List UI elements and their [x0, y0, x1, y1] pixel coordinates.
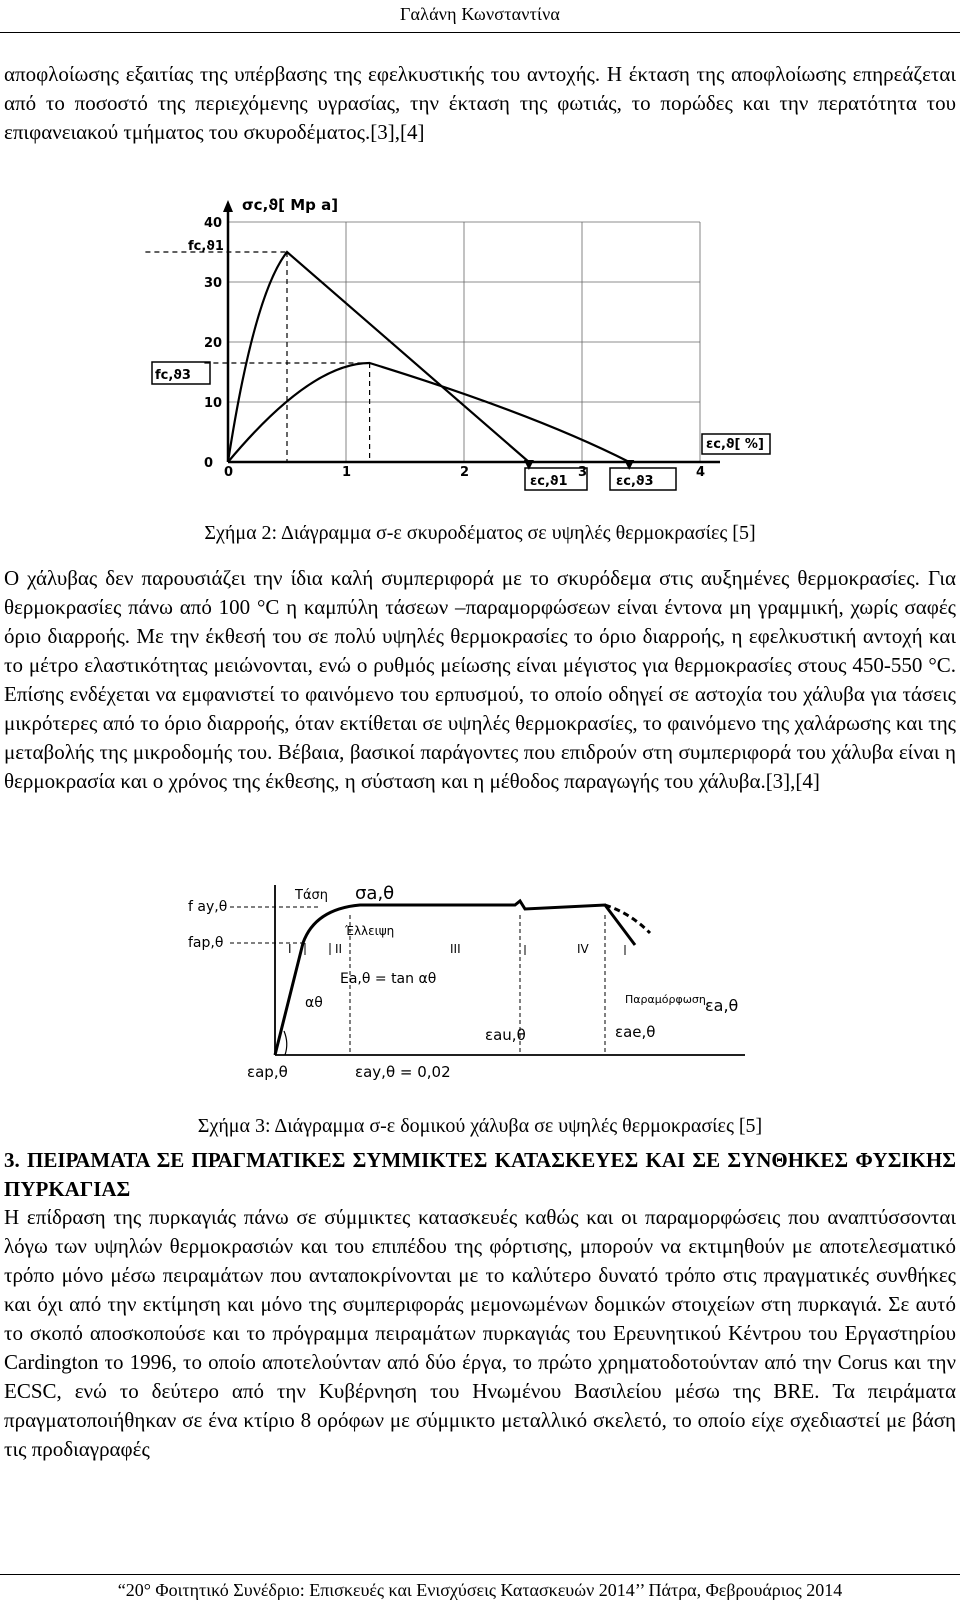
region-4-label: IV: [577, 942, 589, 956]
page-footer: “20° Φοιτητικό Συνέδριο: Επισκευές και Ενισχύσεις Κατασκευών 2014’’ Πάτρα, Φεβρουάριος 2014: [117, 1580, 843, 1600]
fp-label: fap,θ: [188, 935, 224, 951]
eae-label: εae,θ: [615, 1023, 656, 1041]
x-tick-label: 0: [224, 465, 234, 480]
region-3-label: III: [450, 942, 461, 956]
y-tick-label: 40: [204, 216, 223, 231]
section-heading: 3. ΠΕΙΡΑΜΑΤΑ ΣΕ ΠΡΑΓΜΑΤΙΚΕΣ ΣΥΜΜΙΚΤΕΣ ΚΑΤΑΣΚΕΥΕΣ ΚΑΙ ΣΕ ΣΥΝΘΗΚΕΣ ΦΥΣΙΚΗΣ ΠΥΡΚΑΓΙΑΣ: [4, 1148, 956, 1201]
fc3-label: fc,ϑ3: [155, 368, 191, 383]
ec3-label: εc,ϑ3: [616, 474, 654, 489]
alpha-label: αθ: [305, 995, 323, 1011]
figure1-caption: Σχήμα 2: Διάγραμμα σ-ε σκυροδέματος σε υψηλές θερμοκρασίες [5]: [204, 522, 756, 544]
modulus-label: Ea,θ = tan αθ: [340, 971, 437, 987]
y-tick-label: 20: [204, 336, 223, 351]
y-tick-label: 30: [204, 276, 223, 291]
figure-steel-stress-strain: [185, 885, 785, 1085]
sigma-label: σa,θ: [355, 885, 395, 904]
ellipse-label: Έλλειψη: [345, 924, 395, 938]
eau-label: εau,θ: [485, 1026, 526, 1044]
x-axis-label: εc,ϑ[ %]: [706, 437, 764, 452]
paragraph-experiments: Η επίδραση της πυρκαγιάς πάνω σε σύμμικτες κατασκευές καθώς και οι παραμορφώσεις που αναπτύσσονται λόγω των υψηλών θερμοκρασιών και του επιπέδου της φόρτισης, μπορούν να εκτιμηθούν με αποτελεσματικό τρόπο μόνο μέσω πειραμάτων που ανταποκρίνονται με το καλύτερο δυνατό τρόπο στις πραγματικές συνθήκες και όχι από την εκτίμηση και μόνο της συμπεριφοράς μεμονωμένων δομικών στοιχείων στη πυρκαγιά. Σε αυτό το σκοπό αποσκοπούσε και το πρόγραμμα πειραμάτων πυρκαγιάς του Ερευνητικού Κέντρου του Εργαστηρίου Cardington το 1996, το οποίο αποτελούνταν από δύο έργα, το πρώτο χρηματοδοτούνταν από την Corus και την ECSC, ενώ το δεύτερο από την Κυβέρνηση του Ηνωμένου Βασιλείου μέσω της BRE. Τα πειράματα πραγματοποιήθηκαν σε ένα κτίριο 8 ορόφων με σύμμικτο μεταλλικό σκελετό, το οποίο είχε σχεδιαστεί με βάση τις προδιαγραφές: [4, 1205, 956, 1461]
epsilon-label: εa,θ: [705, 996, 739, 1015]
y-axis-label: σc,ϑ[ Mp a]: [242, 198, 339, 214]
curve-fc1: [228, 252, 529, 462]
x-tick-label: 1: [342, 465, 352, 480]
ec1-label: εc,ϑ1: [530, 474, 568, 489]
steel-curve: [275, 901, 635, 1055]
fc1-label: fc,ϑ1: [188, 239, 224, 254]
paragraph-steel-behaviour: Ο χάλυβας δεν παρουσιάζει την ίδια καλή συμπεριφορά με το σκυρόδεμα στις αυξημένες θερμοκρασίες. Για θερμοκρασίες πάνω από 100 °C η καμπύλη τάσεων –παραμορφώσεων είναι έντονα μη γραμμική, χωρίς σαφές όριο διαρροής. Με την έκθεσή του σε πολύ υψηλές θερμοκρασίες το όριο διαρροής, η εφελκυστική αντοχή και το μέτρο ελαστικότητας μειώνονται, ενώ ο ρυθμός μείωσης είναι μέγιστος για θερμοκρασίες στους 450-550 °C. Επίσης ενδέχεται να εμφανιστεί το φαινόμενο του ερπυσμού, το οποίο οδηγεί σε αστοχία του χάλυβα για τάσεις μικρότερες από το όριο διαρροής, όταν εκτίθεται σε υψηλές θερμοκρασίες, το φαινόμενο της χαλάρωσης και της μεταβολής της μικροδομής του. Βέβαια, βασικοί παράγοντες που επιδρούν στη συμπεριφορά του χάλυβα είναι η θερμοκρασία και ο χρόνος της έκθεσης, η σύσταση και η μέθοδος παραγωγής του χάλυβα.[3],[4]: [4, 566, 956, 793]
page-header: Γαλάνη Κωνσταντίνα: [399, 4, 561, 24]
steel-curve-dashed: [605, 905, 650, 933]
x-tick-label: 4: [696, 465, 706, 480]
curve-fc3: [228, 363, 629, 462]
strain-label: Παραμόρφωση: [625, 993, 706, 1006]
y-tick-label: 10: [204, 396, 223, 411]
figure-concrete-stress-strain: [140, 198, 800, 503]
figure2-caption: Σχήμα 3: Διάγραμμα σ-ε δομικού χάλυβα σε υψηλές θερμοκρασίες [5]: [197, 1115, 763, 1137]
x-tick-label: 2: [460, 465, 470, 480]
x-tick-label: 3: [578, 465, 588, 480]
region-2-label: II: [335, 942, 343, 956]
region-1-label: I: [288, 942, 292, 956]
footer-rule: [0, 1574, 960, 1575]
alpha-arc: [284, 1031, 287, 1055]
y-axis-arrow: [223, 200, 233, 212]
eay-label: εay,θ = 0,02: [355, 1063, 451, 1081]
y-tick-label: 0: [204, 456, 214, 471]
header-rule: [0, 32, 960, 33]
stress-label: Τάση: [295, 888, 328, 903]
paragraph-spalling: αποφλοίωσης εξαιτίας της υπέρβασης της εφελκυστικής του αντοχής. Η έκταση της αποφλοίωσης επηρεάζεται από το ποσοστό της περιεχόμενης υγρασίας, την έκταση της φωτιάς, το πορώδες και την περατότητα του επιφανειακού τμήματος του σκυροδέματος.[3],[4]: [4, 62, 956, 144]
fy-label: f ay,θ: [188, 899, 228, 915]
eap-label: εap,θ: [247, 1063, 288, 1081]
chart-grid: [228, 222, 700, 462]
